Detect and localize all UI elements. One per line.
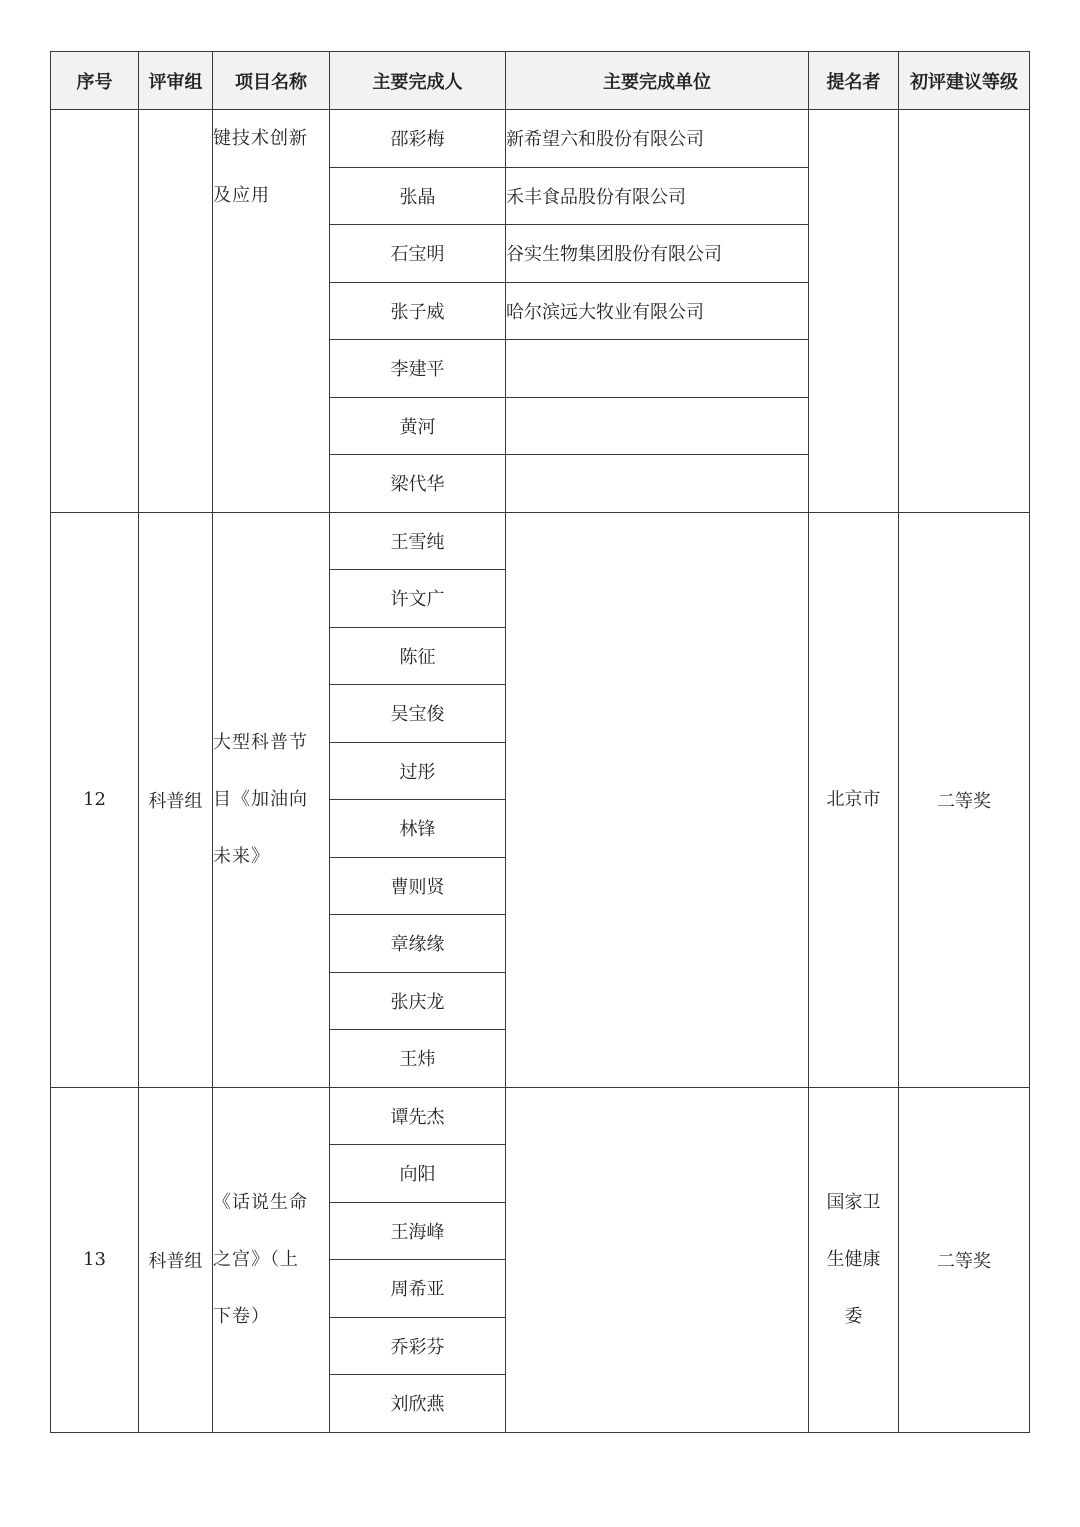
unit-name: 哈尔滨远大牧业有限公司 [506, 282, 809, 340]
nominator-cell [809, 512, 899, 1087]
header-project: 项目名称 [213, 52, 330, 110]
project-name-line: 大型科普节 [213, 732, 308, 753]
person-name: 张晶 [330, 167, 506, 225]
person-name: 陈征 [330, 627, 506, 685]
person-name: 刘欣燕 [330, 1375, 506, 1433]
project-name-line: 及应用 [213, 185, 270, 206]
project-name-line: 目《加油向 [213, 789, 308, 810]
unit-name: 新希望六和股份有限公司 [506, 110, 809, 168]
unit-name [506, 340, 809, 398]
unit-name: 谷实生物集团股份有限公司 [506, 225, 809, 283]
person-name: 石宝明 [330, 225, 506, 283]
project-name-cell [213, 110, 330, 513]
person-name: 梁代华 [330, 455, 506, 513]
project-name-line: 之宫》（上 [213, 1249, 299, 1270]
project-name-cell [213, 512, 330, 1087]
person-name: 李建平 [330, 340, 506, 398]
seq-number: 13 [51, 1087, 139, 1432]
person-name: 谭先杰 [330, 1087, 506, 1145]
unit-cell-empty [506, 1087, 809, 1432]
table-row [51, 1087, 1030, 1145]
person-name: 张子威 [330, 282, 506, 340]
person-name: 王炜 [330, 1030, 506, 1088]
award-level: 二等奖 [899, 1087, 1030, 1432]
person-name: 周希亚 [330, 1260, 506, 1318]
review-group: 科普组 [139, 512, 213, 1087]
header-row [51, 52, 1030, 110]
nominator-cell-empty [809, 110, 899, 513]
project-name-line: 《话说生命 [213, 1192, 308, 1213]
nominator-line: 北京市 [826, 789, 881, 810]
person-name: 邵彩梅 [330, 110, 506, 168]
person-name: 许文广 [330, 570, 506, 628]
header-nominator: 提名者 [809, 52, 899, 110]
project-name-line: 下卷） [213, 1306, 270, 1327]
person-name: 乔彩芬 [330, 1317, 506, 1375]
person-name: 王雪纯 [330, 512, 506, 570]
project-name-line: 键技术创新 [213, 128, 308, 149]
awards-table [50, 51, 1030, 1433]
header-level: 初评建议等级 [899, 52, 1030, 110]
person-name: 黄河 [330, 397, 506, 455]
unit-name: 禾丰食品股份有限公司 [506, 167, 809, 225]
group-cell-empty [139, 110, 213, 513]
person-name: 吴宝俊 [330, 685, 506, 743]
person-name: 曹则贤 [330, 857, 506, 915]
review-group: 科普组 [139, 1087, 213, 1432]
seq-cell-empty [51, 110, 139, 513]
header-units: 主要完成单位 [506, 52, 809, 110]
unit-cell-empty [506, 512, 809, 1087]
nominator-line: 生健康 [826, 1249, 881, 1270]
nominator-line: 国家卫 [826, 1192, 881, 1213]
level-cell-empty [899, 110, 1030, 513]
seq-number: 12 [51, 512, 139, 1087]
table-row [51, 512, 1030, 570]
person-name: 林锋 [330, 800, 506, 858]
person-name: 章缘缘 [330, 915, 506, 973]
nominator-cell [809, 1087, 899, 1432]
header-people: 主要完成人 [330, 52, 506, 110]
award-level: 二等奖 [899, 512, 1030, 1087]
unit-name [506, 397, 809, 455]
person-name: 张庆龙 [330, 972, 506, 1030]
header-seq: 序号 [51, 52, 139, 110]
person-name: 过彤 [330, 742, 506, 800]
person-name: 向阳 [330, 1145, 506, 1203]
table-row [51, 110, 1030, 168]
project-name-line: 未来》 [213, 846, 270, 867]
unit-name [506, 455, 809, 513]
nominator-line: 委 [844, 1306, 863, 1327]
person-name: 王海峰 [330, 1202, 506, 1260]
header-group: 评审组 [139, 52, 213, 110]
project-name-cell [213, 1087, 330, 1432]
